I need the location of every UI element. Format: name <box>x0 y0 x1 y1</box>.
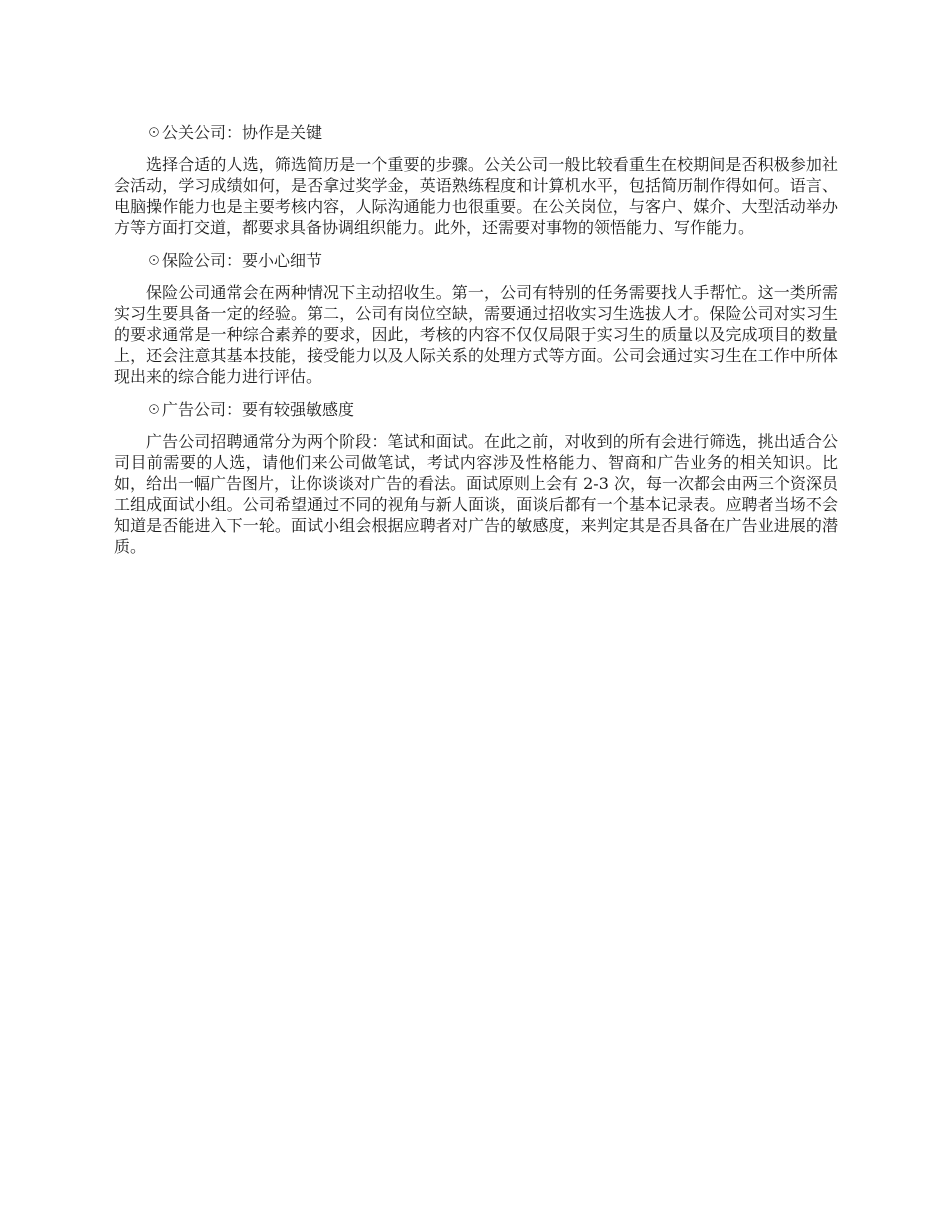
section-paragraph: 选择合适的人选，筛选简历是一个重要的步骤。公关公司一般比较看重生在校期间是否积极参加社会活动，学习成绩如何，是否拿过奖学金，英语熟练程度和计算机水平，包括简历制作得如何。语言、电脑操作能力也是主要考核内容，人际沟通能力也很重要。在公关岗位，与客户、媒介、大型活动举办方等方面打交道，都要求具备协调组织能力。此外，还需要对事物的领悟能力、写作能力。 <box>114 155 838 237</box>
section-pr-company <box>114 122 838 238</box>
section-heading: ☉公关公司：协作是关键 <box>146 123 323 142</box>
section-paragraph: 广告公司招聘通常分为两个阶段：笔试和面试。在此之前，对收到的所有会进行筛选，挑出适合公司目前需要的人选，请他们来公司做笔试，考试内容涉及性格能力、智商和广告业务的相关知识。比如，给出一幅广告图片，让你谈谈对广告的看法。面试原则上会有 2-3 次，每一次都会由两三个资深员工组成面试小组。公司希望通过不同的视角与新人面谈，面谈后都有一个基本记录表。应聘者当场不会知道是否能进入下一轮。面试小组会根据应聘者对广告的敏感度，来判定其是否具备在广告业进展的潜质。 <box>114 432 838 556</box>
section-insurance-company <box>114 250 838 387</box>
section-ad-company <box>114 399 838 557</box>
section-paragraph: 保险公司通常会在两种情况下主动招收生。第一，公司有特别的任务需要找人手帮忙。这一类所需实习生要具备一定的经验。第二，公司有岗位空缺，需要通过招收实习生选拔人才。保险公司对实习生的要求通常是一种综合素养的要求，因此，考核的内容不仅仅局限于实习生的质量以及完成项目的数量上，还会注意其基本技能，接受能力以及人际关系的处理方式等方面。公司会通过实习生在工作中所体现出来的综合能力进行评估。 <box>114 283 838 386</box>
section-heading: ☉保险公司：要小心细节 <box>146 251 323 270</box>
section-heading: ☉广告公司：要有较强敏感度 <box>146 400 355 419</box>
document-page <box>114 122 838 569</box>
